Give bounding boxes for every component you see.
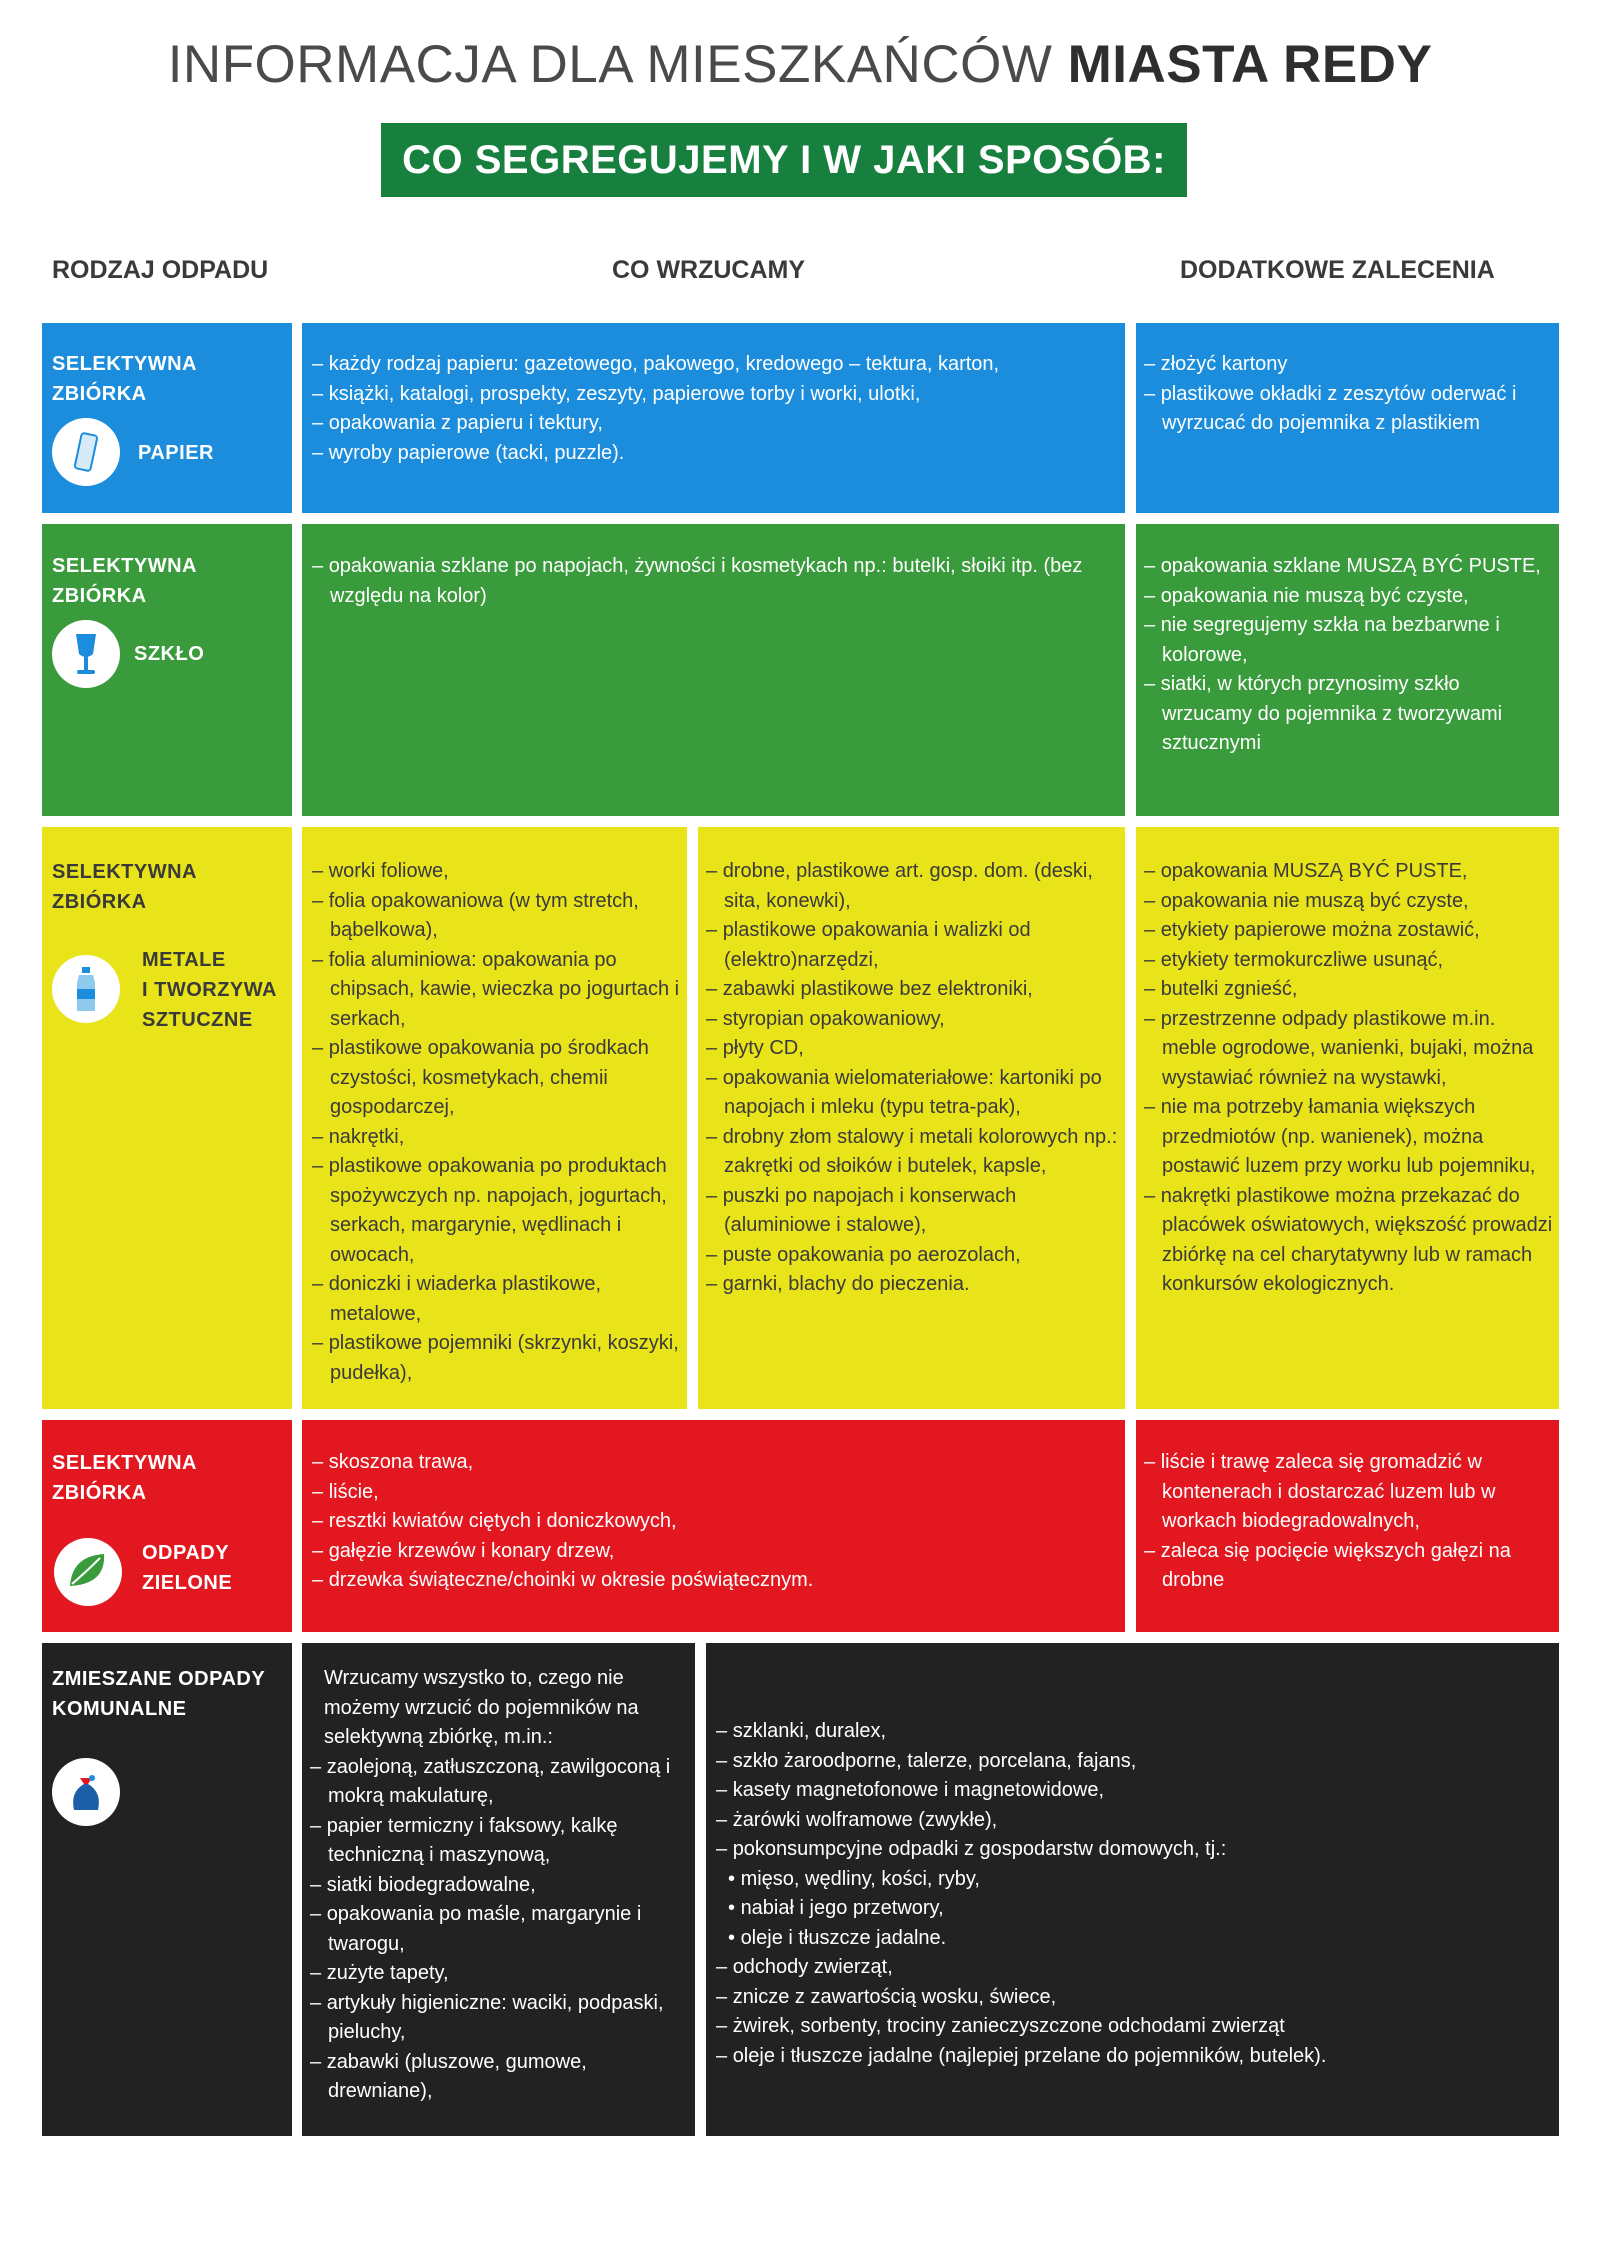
green-waste-recommendations-list (1144, 1448, 1554, 1596)
list-item: – opakowania wielomateriałowe: kartoniki po napojach i mleku (typu tetra-pak), (706, 1064, 1118, 1123)
plastic-what-list-1 (312, 857, 682, 1388)
list-item: – puszki po napojach i konserwach (aluminiowe i stalowe), (706, 1182, 1118, 1241)
list-item: – plastikowe opakowania i walizki od (elektro)narzędzi, (706, 916, 1118, 975)
plastic-what-cell-2 (698, 827, 1125, 1409)
paper-type-cell (42, 323, 292, 513)
list-item: – zaleca się pocięcie większych gałęzi na drobne (1144, 1537, 1554, 1596)
glass-label-line1: SELEKTYWNA (52, 555, 197, 577)
mixed-what-list-2 (716, 1717, 1546, 2071)
list-item: – opakowania z papieru i tektury, (312, 409, 1112, 439)
glass-what-list (312, 552, 1112, 611)
bottle-icon (52, 955, 120, 1023)
list-item: – odchody zwierząt, (716, 1953, 1546, 1983)
list-item: – artykuły higieniczne: waciki, podpaski, pieluchy, (310, 1989, 690, 2048)
list-item: – opakowania szklane MUSZĄ BYĆ PUSTE, (1144, 552, 1549, 582)
list-item: – oleje i tłuszcze jadalne (najlepiej przelane do pojemników, butelek). (716, 2042, 1546, 2072)
list-item: – drobny złom stalowy i metali kolorowych np.: zakrętki od słoików i butelek, kapsle, (706, 1123, 1118, 1182)
paper-recommendations-cell (1136, 323, 1559, 513)
list-item: – nakrętki, (312, 1123, 682, 1153)
glass-recommendations-cell (1136, 524, 1559, 816)
title-city: MIASTA REDY (1067, 35, 1433, 94)
list-item: – zabawki (pluszowe, gumowe, drewniane), (310, 2048, 690, 2107)
green-waste-name-line1: ODPADY (142, 1542, 230, 1564)
list-item: – styropian opakowaniowy, (706, 1005, 1118, 1035)
mixed-intro: Wrzucamy wszystko to, czego nie możemy wrzucić do pojemników na selektywną zbiórkę, m.in.: (324, 1667, 639, 1748)
list-item: – worki foliowe, (312, 857, 682, 887)
list-item: – folia opakowaniowa (w tym stretch, bąbelkowa), (312, 887, 682, 946)
list-item: – książki, katalogi, prospekty, zeszyty, papierowe torby i worki, ulotki, (312, 380, 1112, 410)
glass-type-cell (42, 524, 292, 816)
paper-label-line2: ZBIÓRKA (52, 383, 147, 405)
list-item: – nie ma potrzeby łamania większych przedmiotów (np. wanienek), można postawić luzem przy worku lub pojemniku, (1144, 1093, 1554, 1182)
list-item: – papier termiczny i faksowy, kalkę techniczną i maszynową, (310, 1812, 690, 1871)
list-item: – opakowania MUSZĄ BYĆ PUSTE, (1144, 857, 1554, 887)
leaf-icon (54, 1538, 122, 1606)
mixed-label (52, 1664, 265, 1724)
list-item: – opakowania nie muszą być czyste, (1144, 582, 1549, 612)
mixed-label-line2: KOMUNALNE (52, 1698, 187, 1720)
list-item: – etykiety termokurczliwe usunąć, (1144, 946, 1554, 976)
column-header-type: RODZAJ ODPADU (52, 256, 269, 284)
list-item: – każdy rodzaj papieru: gazetowego, pakowego, kredowego – tektura, karton, (312, 350, 1112, 380)
list-item: – plastikowe okładki z zeszytów oderwać i wyrzucać do pojemnika z plastikiem (1144, 380, 1549, 439)
plastic-name-line2: I TWORZYWA (142, 979, 277, 1001)
trash-bag-icon (52, 1758, 120, 1826)
mixed-what-cell-2 (706, 1643, 1559, 2136)
column-header-what: CO WRZUCAMY (612, 256, 806, 284)
list-item: – resztki kwiatów ciętych i doniczkowych, (312, 1507, 1112, 1537)
glass-what-cell (302, 524, 1125, 816)
list-item: – wyroby papierowe (tacki, puzzle). (312, 439, 1112, 469)
plastic-what-cell-1 (302, 827, 687, 1409)
green-waste-name (142, 1538, 232, 1598)
green-waste-recommendations-cell (1136, 1420, 1559, 1632)
glass-label (52, 551, 197, 611)
list-item: – szklanki, duralex, (716, 1717, 1546, 1747)
plastic-recommendations-cell (1136, 827, 1559, 1409)
paper-name: PAPIER (138, 442, 214, 464)
list-item: – gałęzie krzewów i konary drzew, (312, 1537, 1112, 1567)
page-subtitle: CO SEGREGUJEMY I W JAKI SPOSÓB: (381, 123, 1187, 197)
list-item: – żwirek, sorbenty, trociny zanieczyszczone odchodami zwierząt (716, 2012, 1546, 2042)
list-item: – zużyte tapety, (310, 1959, 690, 1989)
list-item: – zabawki plastikowe bez elektroniki, (706, 975, 1118, 1005)
paper-label (52, 349, 197, 409)
paper-what-cell (302, 323, 1125, 513)
list-item: – drobne, plastikowe art. gosp. dom. (deski, sita, konewki), (706, 857, 1118, 916)
list-item: – siatki, w których przynosimy szkło wrzucamy do pojemnika z tworzywami sztucznymi (1144, 670, 1549, 759)
paper-label-line1: SELEKTYWNA (52, 353, 197, 375)
plastic-recommendations-list (1144, 857, 1554, 1300)
mixed-what-list-1 (310, 1664, 690, 2107)
glass-name: SZKŁO (134, 643, 205, 665)
green-waste-what-cell (302, 1420, 1125, 1632)
list-item: – skoszona trawa, (312, 1448, 1112, 1478)
list-item: – plastikowe opakowania po produktach spożywczych np. napojach, jogurtach, serkach, margarynie, wędlinach i owocach, (312, 1152, 682, 1270)
list-item: – znicze z zawartością wosku, świece, (716, 1983, 1546, 2013)
green-waste-label-line2: ZBIÓRKA (52, 1482, 147, 1504)
paper-icon (52, 418, 120, 486)
list-item: – nie segregujemy szkła na bezbarwne i kolorowe, (1144, 611, 1549, 670)
title-prefix: INFORMACJA DLA MIESZKAŃCÓW (167, 35, 1068, 94)
page-title (0, 34, 1600, 95)
column-header-recommendations: DODATKOWE ZALECENIA (1180, 256, 1495, 284)
list-item: – etykiety papierowe można zostawić, (1144, 916, 1554, 946)
plastic-name (142, 945, 277, 1035)
list-item: – folia aluminiowa: opakowania po chipsach, kawie, wieczka po jogurtach i serkach, (312, 946, 682, 1035)
list-item: – plastikowe opakowania po środkach czystości, kosmetykach, chemii gospodarczej, (312, 1034, 682, 1123)
green-waste-name-line2: ZIELONE (142, 1572, 233, 1594)
glass-label-line2: ZBIÓRKA (52, 585, 147, 607)
list-item: – drzewka świąteczne/choinki w okresie poświątecznym. (312, 1566, 1112, 1596)
paper-what-list (312, 350, 1112, 468)
plastic-label (52, 857, 197, 917)
plastic-name-line1: METALE (142, 949, 226, 971)
list-item: – przestrzenne odpady plastikowe m.in. meble ogrodowe, wanienki, bujaki, można wystawiać również na wystawki, (1144, 1005, 1554, 1094)
list-item: – złożyć kartony (1144, 350, 1549, 380)
list-item: – kasety magnetofonowe i magnetowidowe, (716, 1776, 1546, 1806)
list-item: – liście, (312, 1478, 1112, 1508)
list-item: – opakowania po maśle, margarynie i twarogu, (310, 1900, 690, 1959)
list-item: – butelki zgnieść, (1144, 975, 1554, 1005)
plastic-label-line2: ZBIÓRKA (52, 891, 147, 913)
list-item: – doniczki i wiaderka plastikowe, metalowe, (312, 1270, 682, 1329)
list-item: – płyty CD, (706, 1034, 1118, 1064)
list-item: – zaolejoną, zatłuszczoną, zawilgoconą i mokrą makulaturę, (310, 1753, 690, 1812)
paper-recommendations-list (1144, 350, 1549, 439)
list-item: – żarówki wolframowe (zwykłe), (716, 1806, 1546, 1836)
list-subitem: • oleje i tłuszcze jadalne. (716, 1924, 1546, 1954)
list-item: – liście i trawę zaleca się gromadzić w kontenerach i dostarczać luzem lub w workach biodegradowalnych, (1144, 1448, 1554, 1537)
list-item: – opakowania szklane po napojach, żywności i kosmetykach np.: butelki, słoiki itp. (bez względu na kolor) (312, 552, 1112, 611)
mixed-what-cell-1 (302, 1643, 695, 2136)
list-item: – szkło żaroodporne, talerze, porcelana, fajans, (716, 1747, 1546, 1777)
list-item: – siatki biodegradowalne, (310, 1871, 690, 1901)
list-subitem: • mięso, wędliny, kości, ryby, (716, 1865, 1546, 1895)
list-item: – pokonsumpcyjne odpadki z gospodarstw domowych, tj.: (716, 1835, 1546, 1865)
list-item: – nakrętki plastikowe można przekazać do placówek oświatowych, większość prowadzi zbiórkę na cel charytatywny lub w ramach konkursów ekologicznych. (1144, 1182, 1554, 1300)
glass-icon (52, 620, 120, 688)
green-waste-what-list (312, 1448, 1112, 1596)
plastic-what-list-2 (706, 857, 1118, 1300)
plastic-type-cell (42, 827, 292, 1409)
plastic-name-line3: SZTUCZNE (142, 1009, 253, 1031)
green-waste-label-line1: SELEKTYWNA (52, 1452, 197, 1474)
list-item: – puste opakowania po aerozolach, (706, 1241, 1118, 1271)
list-item: – plastikowe pojemniki (skrzynki, koszyki, pudełka), (312, 1329, 682, 1388)
list-item: – opakowania nie muszą być czyste, (1144, 887, 1554, 917)
glass-recommendations-list (1144, 552, 1549, 759)
mixed-label-line1: ZMIESZANE ODPADY (52, 1668, 266, 1690)
plastic-label-line1: SELEKTYWNA (52, 861, 197, 883)
green-waste-label (52, 1448, 197, 1508)
list-subitem: • nabiał i jego przetwory, (716, 1894, 1546, 1924)
list-item: – garnki, blachy do pieczenia. (706, 1270, 1118, 1300)
green-waste-type-cell (42, 1420, 292, 1632)
mixed-type-cell (42, 1643, 292, 2136)
